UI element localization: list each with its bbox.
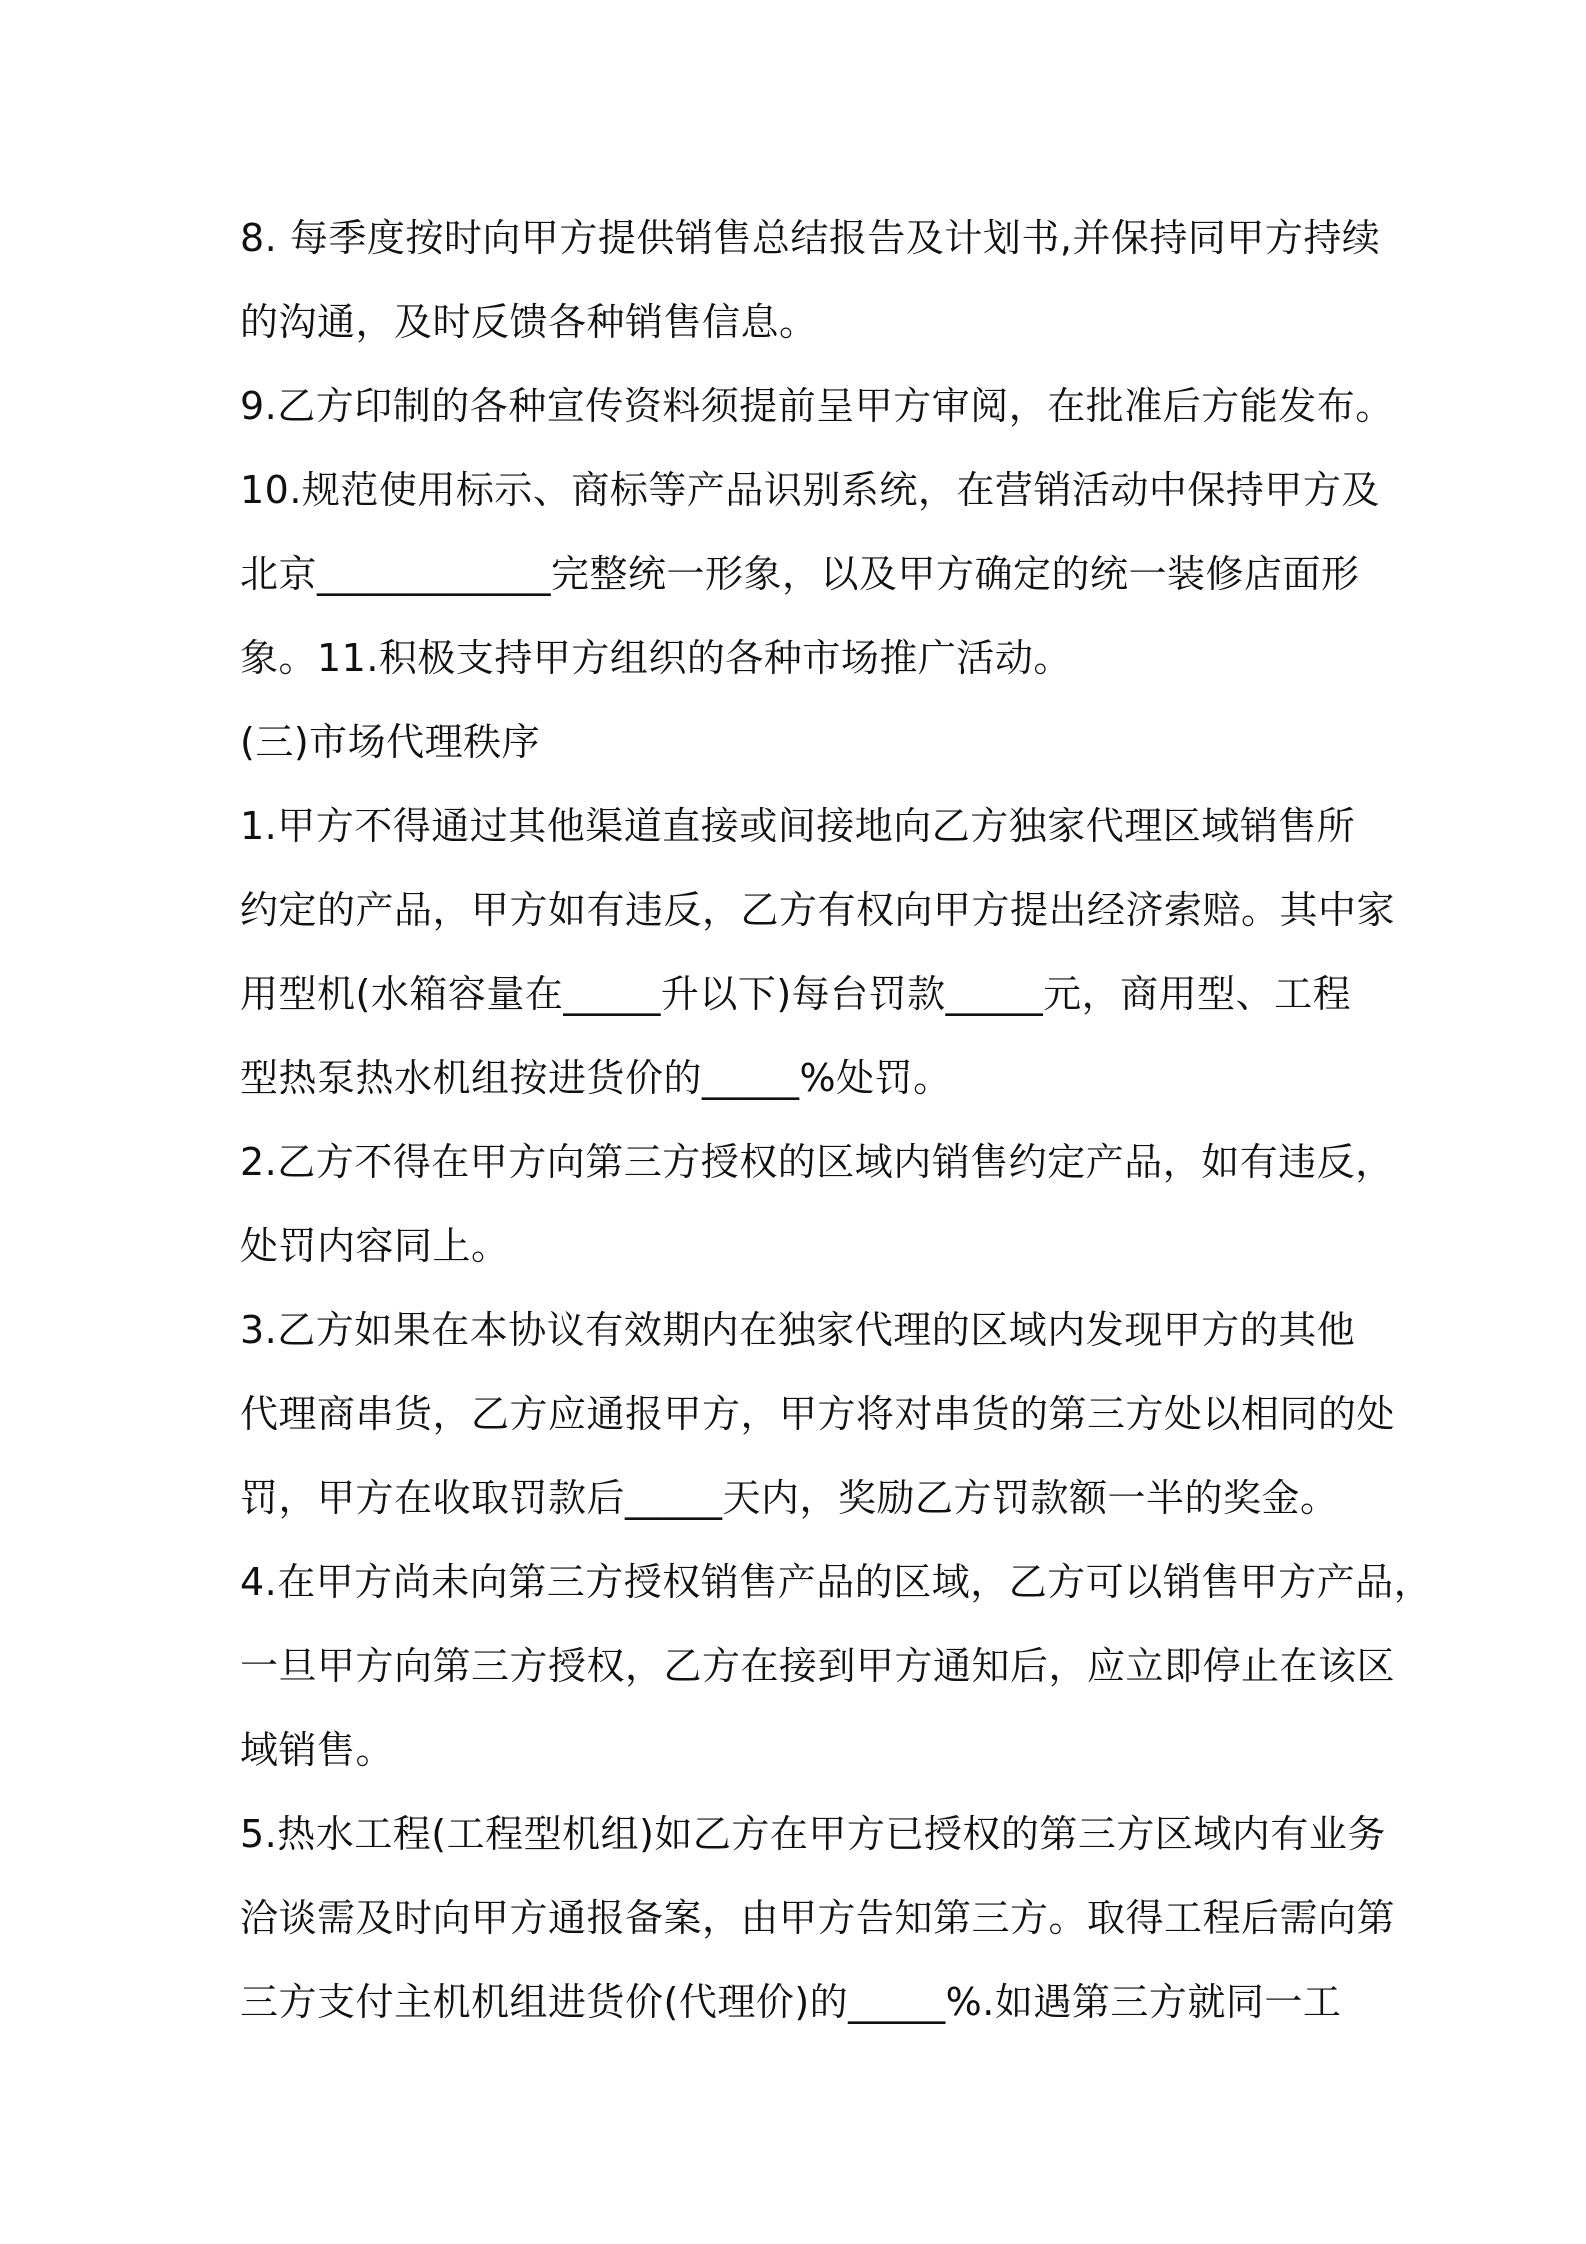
text-line: 北京____________完整统一形象，以及甲方确定的统一装修店面形 [240, 552, 1360, 596]
text-line: 罚，甲方在收取罚款后_____天内，奖励乙方罚款额一半的奖金。 [240, 1476, 1339, 1520]
text-line: 型热泵热水机组按进货价的_____%处罚。 [240, 1056, 952, 1100]
text-line: 处罚内容同上。 [240, 1224, 510, 1268]
text-line: 的沟通，及时反馈各种销售信息。 [240, 300, 818, 344]
text-line: 4.在甲方尚未向第三方授权销售产品的区域，乙方可以销售甲方产品， [240, 1560, 1433, 1604]
text-line: 9.乙方印制的各种宣传资料须提前呈甲方审阅，在批准后方能发布。 [240, 384, 1394, 428]
text-line: 代理商串货，乙方应通报甲方，甲方将对串货的第三方处以相同的处 [240, 1392, 1396, 1436]
contract-text [240, 196, 1433, 2044]
text-line: 象。11.积极支持甲方组织的各种市场推广活动。 [240, 636, 1072, 680]
text-line: 用型机(水箱容量在_____升以下)每台罚款_____元，商用型、工程 [240, 972, 1352, 1016]
text-line: 一旦甲方向第三方授权，乙方在接到甲方通知后，应立即停止在该区 [240, 1644, 1396, 1688]
text-line: 1.甲方不得通过其他渠道直接或间接地向乙方独家代理区域销售所 [240, 804, 1356, 848]
text-line: 3.乙方如果在本协议有效期内在独家代理的区域内发现甲方的其他 [240, 1308, 1356, 1352]
text-line: 域销售。 [240, 1728, 395, 1772]
text-line: 10.规范使用标示、商标等产品识别系统，在营销活动中保持甲方及 [240, 468, 1380, 512]
text-line: 约定的产品，甲方如有违反，乙方有权向甲方提出经济索赔。其中家 [240, 888, 1396, 932]
text-line: 5.热水工程(工程型机组)如乙方在甲方已授权的第三方区域内有业务 [240, 1812, 1386, 1856]
text-line: 洽谈需及时向甲方通报备案，由甲方告知第三方。取得工程后需向第 [240, 1896, 1396, 1940]
section-heading: (三)市场代理秩序 [240, 720, 541, 764]
text-line: 三方支付主机机组进货价(代理价)的_____%.如遇第三方就同一工 [240, 1980, 1342, 2024]
text-line: 8. 每季度按时向甲方提供销售总结报告及计划书,并保持同甲方持续 [240, 216, 1381, 260]
text-line: 2.乙方不得在甲方向第三方授权的区域内销售约定产品，如有违反， [240, 1140, 1394, 1184]
